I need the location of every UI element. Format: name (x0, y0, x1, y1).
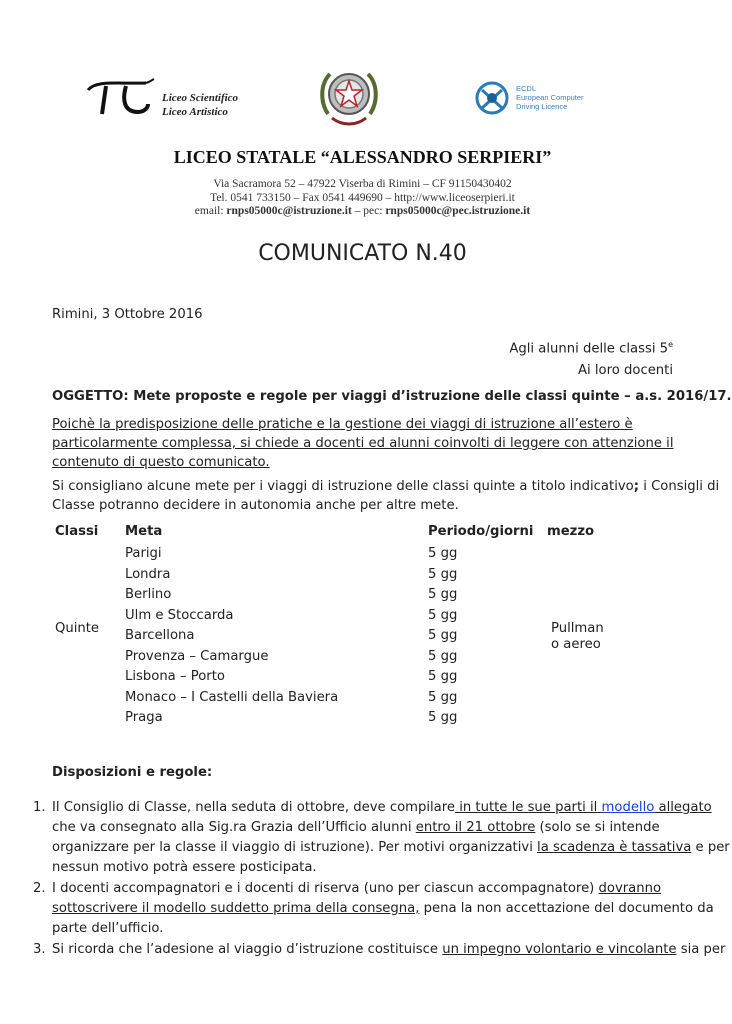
email-address[interactable]: rnps05000c@istruzione.it (226, 205, 352, 217)
italian-emblem (318, 64, 380, 130)
school-name: LICEO STATALE “ALESSANDRO SERPIERI” (173, 147, 552, 167)
emblem-icon (318, 64, 380, 130)
table-row-periodo: 5 gg (428, 546, 458, 561)
school-phone: Tel. 0541 733150 – Fax 0541 449690 – http://www.liceoserpieri.it (210, 192, 515, 204)
rule-number: 3. (33, 942, 46, 957)
table-row-periodo: 5 gg (428, 567, 458, 582)
table-row-periodo: 5 gg (428, 587, 458, 602)
table-row-meta: Londra (125, 567, 171, 582)
table-row-meta: Monaco – I Castelli della Baviera (125, 690, 339, 705)
ecdl-globe-icon (474, 80, 510, 116)
intro-line-1: Poichè la predisposizione delle pratiche e la gestione dei viaggi di istruzione all’estero è (52, 417, 633, 432)
table-row-periodo: 5 gg (428, 628, 458, 643)
intro2-paragraph (52, 477, 719, 515)
pi-logo-icon (86, 78, 156, 116)
rule-number: 2. (33, 881, 46, 896)
page-title: COMUNICATO N.40 (258, 241, 467, 266)
rule-3-text: Si ricorda che l’adesione al viaggio d’istruzione costituisce un impegno volontario e vincolante sia per (52, 942, 726, 957)
table-header-meta: Meta (125, 524, 163, 539)
document-date: Rimini, 3 Ottobre 2016 (52, 307, 203, 322)
rules-heading: Disposizioni e regole: (52, 765, 213, 780)
school-address: Via Sacramora 52 – 47922 Viserba di Rimini – CF 91150430402 (213, 178, 512, 190)
rule-1-text: Il Consiglio di Classe, nella seduta di ottobre, deve compilare in tutte le sue parti il modello allegato che va consegnato alla Sig.ra Grazia dell’Ufficio alunni entro il 21 ottobre (solo se si intende organizzare per la classe il viaggio di istruzione). Per motivi organizzativi la scadenza è tassativa e per nessun motivo potrà essere posticipata. (52, 800, 730, 875)
intro2-line-1: Si consigliano alcune mete per i viaggi di istruzione delle classi quinte a titolo indicativo; i Consigli di (52, 479, 720, 494)
table-cell-mezzo-1: Pullman (551, 621, 604, 636)
table-row-meta: Ulm e Stoccarda (125, 608, 234, 623)
table-cell-classi: Quinte (55, 621, 100, 636)
intro2-line-2: Classe potranno decidere in autonomia anche per altre mete. (52, 498, 459, 513)
ecdl-logo (474, 80, 604, 120)
table-row-meta: Praga (125, 710, 163, 725)
liceo-artistico-text: Liceo Artistico (162, 106, 228, 118)
recipients-line-1: Agli alunni delle classi 5e (509, 340, 673, 357)
table-row-meta: Parigi (125, 546, 162, 561)
ecdl-subtitle-2: Driving Licence (516, 102, 568, 111)
email-label: email: (194, 205, 227, 217)
table-header-periodo: Periodo/giorni (428, 524, 534, 539)
table-header-mezzo: mezzo (547, 524, 595, 539)
liceo-scientifico-text: Liceo Scientifico (162, 92, 239, 104)
subject-line: OGGETTO: Mete proposte e regole per viaggi d’istruzione delle classi quinte – a.s. 2016/17. (52, 389, 732, 404)
rule-number: 1. (33, 800, 46, 815)
ecdl-subtitle-1: European Computer (516, 93, 584, 102)
table-row-meta: Barcellona (125, 628, 195, 643)
table-row-meta: Lisbona – Porto (125, 669, 225, 684)
pi-logo (86, 78, 156, 116)
intro-paragraph (52, 415, 674, 472)
pec-label: – pec: (351, 205, 386, 217)
liceo-types (162, 91, 238, 119)
intro-line-3: contenuto di questo comunicato. (52, 455, 270, 470)
table-row-periodo: 5 gg (428, 608, 458, 623)
intro-line-2: particolarmente complessa, si chiede a docenti ed alunni coinvolti di leggere con attenzione il (52, 436, 674, 451)
table-row-meta: Provenza – Camargue (125, 649, 269, 664)
modello-link[interactable]: modello (601, 800, 655, 815)
table-row-periodo: 5 gg (428, 649, 458, 664)
table-row-periodo: 5 gg (428, 690, 458, 705)
table-cell-mezzo-2: o aereo (551, 637, 601, 652)
rule-2-text: I docenti accompagnatori e i docenti di riserva (uno per ciascun accompagnatore) dovranno sottoscrivere il modello suddetto prima della consegna, pena la non accettazione del documento da parte dell’ufficio. (52, 881, 714, 936)
school-email-line (0, 205, 725, 217)
table-row-periodo: 5 gg (428, 669, 458, 684)
pec-address[interactable]: rnps05000c@pec.istruzione.it (385, 205, 531, 217)
table-row-meta: Berlino (125, 587, 172, 602)
table-header-classi: Classi (55, 524, 99, 539)
ecdl-title: ECDL (516, 84, 537, 93)
recipients-line-2: Ai loro docenti (578, 363, 673, 378)
table-row-periodo: 5 gg (428, 710, 458, 725)
